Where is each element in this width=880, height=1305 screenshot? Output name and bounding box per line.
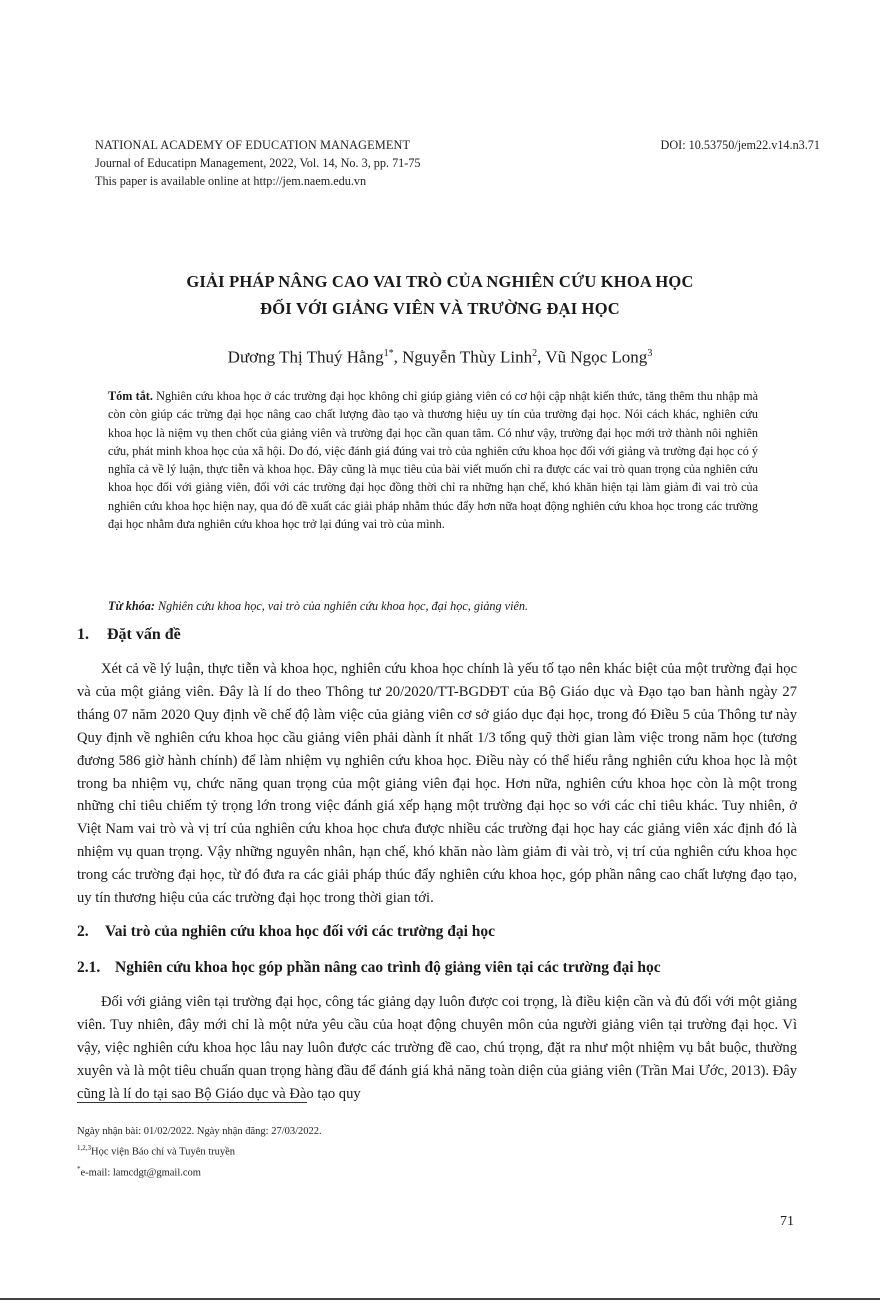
author-3-affiliation: 3 [647, 348, 653, 359]
author-2: Nguyễn Thùy Linh [402, 347, 533, 367]
title-line-2: ĐỐI VỚI GIẢNG VIÊN VÀ TRƯỜNG ĐẠI HỌC [260, 299, 620, 318]
title-line-1: GIẢI PHÁP NÂNG CAO VAI TRÒ CỦA NGHIÊN CỨU KHOA HỌC [186, 272, 694, 291]
section-number: 1. [77, 626, 89, 643]
page-number: 71 [780, 1214, 794, 1229]
footnote-email-marker: * [77, 1164, 81, 1173]
author-2-affiliation: 2 [532, 348, 538, 359]
keywords [108, 597, 758, 615]
journal-header [95, 136, 421, 190]
section-2-1-heading [77, 957, 661, 979]
keywords-label: Từ khóa: [108, 599, 155, 613]
footnote-affiliation [77, 1140, 322, 1161]
abstract [108, 387, 758, 533]
footnote-dates: Ngày nhận bài: 01/02/2022. Ngày nhận đăng: 27/03/2022. [77, 1126, 322, 1137]
author-list [95, 342, 785, 370]
footnote-email-text: e-mail: lamcdgt@gmail.com [80, 1167, 201, 1178]
section-number: 2.1. [77, 959, 101, 976]
author-separator: , [537, 347, 546, 367]
author-3: Vũ Ngọc Long [545, 347, 648, 367]
author-1: Dương Thị Thuý Hằng [227, 347, 384, 367]
section-2-heading [77, 921, 495, 943]
footnote-affiliation-marker: 1,2,3 [77, 1144, 91, 1152]
bottom-border [0, 1298, 880, 1300]
section-1-heading [77, 624, 181, 646]
keywords-text: Nghiên cứu khoa học, vai trò của nghiên cứu khoa học, đại học, giảng viên. [154, 599, 529, 613]
footnote-divider [77, 1102, 307, 1103]
footnote-email [77, 1161, 322, 1182]
journal-citation: Journal of Educatipn Management, 2022, Vol. 14, No. 3, pp. 71-75 [95, 156, 421, 170]
abstract-label: Tóm tắt. [108, 389, 153, 403]
section-2-1-paragraph: Đối với giảng viên tại trường đại học, công tác giảng dạy luôn được coi trọng, là điều kiện cần và đủ đối với một giảng viên. Tuy nhiên, đây mới chỉ là một nửa yêu cầu của hoạt động chuyên môn của người giảng viên tại trường đại học. Vì vậy, việc nghiên cứu khoa học lâu nay luôn được các trường đề cao, chú trọng, đặt ra như một nhiệm vụ bắt buộc, thường xuyên và là một tiêu chuẩn quan trọng hàng đầu để đánh giá khả năng toàn diện của giảng viên (Trần Mai Ước, 2013). Đây cũng là lí do tại sao Bộ Giáo dục và Đào tạo quy [77, 994, 797, 1102]
doi: DOI: 10.53750/jem22.v14.n3.71 [660, 138, 820, 152]
abstract-text: Nghiên cứu khoa học ở các trường đại học không chỉ giúp giảng viên có cơ hội cập nhật kiến thức, tăng thêm thu nhập mà còn còn giúp các trừng đại học nâng cao chất lượng đào tạo và thương hiệu uy tín của trường đại học. Nói cách khác, nghiên cứu khoa học là niệm vụ then chốt của giảng viên và trường đại học cần quan tâm. Có như vậy, trường đại học mới trở thành nôi nghiên cứu, phát minh khoa học của xã hội. Do đó, việc đánh giá đúng vai trò của nghiên cứu khoa học đối với giảng và trường đại học có ý nghĩa cả về lý luận, thực tiễn và khoa học. Đây cũng là mục tiêu của bài viết muốn chỉ ra được các vai trò quan trọng của nghiên cứu khoa học đối với giảng viên, đối với các trường đại học đồng thời chỉ ra những hạn chế, khó khăn hiện tại làm giảm đi vai trò của nghiên cứu khoa học hiện nay, qua đó đề xuất các giải pháp nhằm thúc đẩy hơn nữa hoạt động nghiên cứu khoa học trong các trường đại học nhằm đưa nghiên cứu khoa học trở lại đúng vai trò của mình. [108, 389, 758, 532]
author-separator: , [393, 347, 403, 367]
availability-note: This paper is available online at http://jem.naem.edu.vn [95, 174, 367, 188]
section-title: Nghiên cứu khoa học góp phần nâng cao trình độ giảng viên tại các trường đại học [115, 959, 661, 976]
footnotes [77, 1124, 322, 1181]
paper-title [95, 268, 785, 322]
footnote-affiliation-text: Học viện Báo chí và Tuyên truyền [91, 1146, 236, 1158]
section-title: Vai trò của nghiên cứu khoa học đối với các trường đại học [105, 923, 496, 940]
section-title: Đặt vấn đề [107, 626, 181, 643]
author-1-affiliation: 1* [383, 348, 394, 359]
section-1-paragraph: Xét cả về lý luận, thực tiễn và khoa học, nghiên cứu khoa học chính là yếu tố tạo nên khác biệt của một trường đại học và của một giảng viên. Đây là lí do theo Thông tư 20/2020/TT-BGDĐT của Bộ Giáo dục và Đạo tạo ban hành ngày 27 tháng 07 năm 2020 Quy định về chế độ làm việc của giảng viên cơ sở giáo dục đại học, trong đó Điều 5 của Thông tư này Quy định về nghiên cứu khoa học cầu giảng viên phải dành ít nhất 1/3 tổng quỹ thời gian làm việc trong năm học (tương đương 586 giờ hành chính) để làm nhiệm vụ nghiên cứu khoa học. Điều này có thể hiểu rằng nghiên cứu khoa học là một trong ba nhiệm vụ, chức năng quan trọng của một giảng viên đại học. Hơn nữa, nghiên cứu khoa học còn là một trong những chỉ tiêu chiếm tỷ trọng lớn trong việc đánh giá xếp hạng một trường đại học so với các chỉ tiêu khác. Tuy nhiên, ở Việt Nam vai trò và vị trí của nghiên cứu khoa học chưa được nhiều các trường đại học hay các giảng viên xác định đó là nhiệm vụ quan trọng. Vậy những nguyên nhân, hạn chế, khó khăn nào làm giảm đi vài trò, vị trí của nghiên cứu khoa học trong các trường đại học, từ đó đưa ra các giải pháp thúc đẩy nghiên cứu khoa học, góp phần nâng cao chất lượng đạo tạo, uy tín thương hiệu của các trường đại học trong thời gian tới. [77, 661, 797, 907]
section-number: 2. [77, 923, 89, 940]
publisher-name: NATIONAL ACADEMY OF EDUCATION MANAGEMENT [95, 138, 411, 152]
